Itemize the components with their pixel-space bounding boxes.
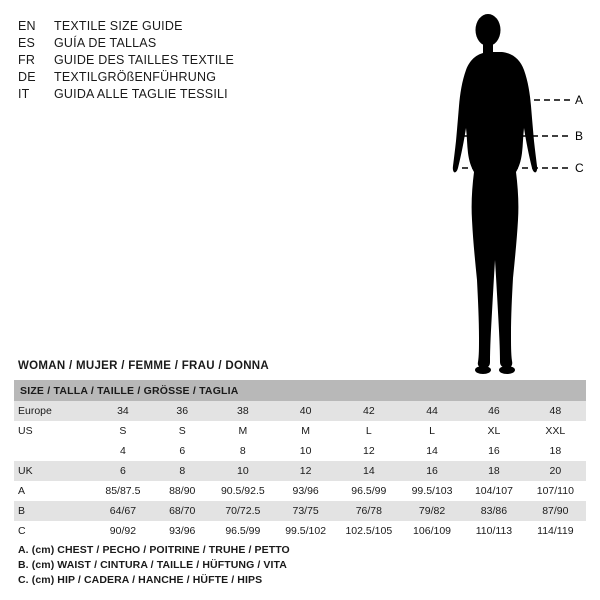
cell: 18: [525, 441, 586, 461]
cell: M: [274, 421, 336, 441]
cell: L: [337, 421, 401, 441]
cell: 20: [525, 461, 586, 481]
cell: 6: [153, 441, 211, 461]
cell: 96.5/99: [211, 521, 274, 541]
cell: 16: [463, 441, 524, 461]
table-header-row: [14, 380, 586, 401]
legend-line-a: A. (cm) CHEST / PECHO / POITRINE / TRUHE / PETTO: [18, 544, 290, 556]
cell: 10: [274, 441, 336, 461]
cell: 110/113: [463, 521, 524, 541]
cell: 83/86: [463, 501, 524, 521]
row-label: B: [14, 501, 93, 521]
cell: 14: [337, 461, 401, 481]
cell: 99.5/102: [274, 521, 336, 541]
cell: 48: [525, 401, 586, 421]
language-code: DE: [18, 70, 36, 84]
table-row: [14, 521, 586, 541]
language-code: FR: [18, 53, 36, 67]
cell: 85/87.5: [93, 481, 154, 501]
cell: 93/96: [153, 521, 211, 541]
language-code: ES: [18, 36, 36, 50]
cell: 10: [211, 461, 274, 481]
cell: 36: [153, 401, 211, 421]
table-row: [14, 401, 586, 421]
cell: 87/90: [525, 501, 586, 521]
language-title: GUÍA DE TALLAS: [54, 36, 157, 50]
table-row: [14, 501, 586, 521]
language-row: [18, 18, 318, 35]
row-label: [14, 441, 93, 461]
cell: L: [401, 421, 463, 441]
row-label: C: [14, 521, 93, 541]
cell: 96.5/99: [337, 481, 401, 501]
cell: M: [211, 421, 274, 441]
cell: 102.5/105: [337, 521, 401, 541]
cell: 12: [274, 461, 336, 481]
language-row: [18, 35, 318, 52]
size-table-container: [14, 380, 586, 541]
cell: 88/90: [153, 481, 211, 501]
female-figure-illustration: [420, 8, 590, 376]
language-code: IT: [18, 87, 30, 101]
cell: 18: [463, 461, 524, 481]
cell: 104/107: [463, 481, 524, 501]
cell: 106/109: [401, 521, 463, 541]
row-label: UK: [14, 461, 93, 481]
cell: 64/67: [93, 501, 154, 521]
measurement-label-a: A: [575, 93, 584, 107]
cell: 107/110: [525, 481, 586, 501]
cell: 8: [153, 461, 211, 481]
row-label: US: [14, 421, 93, 441]
female-silhouette-icon: [453, 14, 537, 374]
cell: 8: [211, 441, 274, 461]
cell: 14: [401, 441, 463, 461]
measurement-label-b: B: [575, 129, 584, 143]
measurement-legend: [18, 543, 578, 588]
language-list: [18, 18, 318, 103]
language-code: EN: [18, 19, 36, 33]
language-row: [18, 69, 318, 86]
table-row: [14, 441, 586, 461]
language-row: [18, 52, 318, 69]
table-row: [14, 421, 586, 441]
cell: 4: [93, 441, 154, 461]
language-title: GUIDA ALLE TAGLIE TESSILI: [54, 87, 228, 101]
cell: 40: [274, 401, 336, 421]
section-title: WOMAN / MUJER / FEMME / FRAU / DONNA: [18, 360, 270, 372]
cell: XXL: [525, 421, 586, 441]
table-row: [14, 461, 586, 481]
cell: 34: [93, 401, 154, 421]
cell: 90/92: [93, 521, 154, 541]
cell: 93/96: [274, 481, 336, 501]
row-label: Europe: [14, 401, 93, 421]
row-label: A: [14, 481, 93, 501]
table-header-label: SIZE / TALLA / TAILLE / GRÖSSE / TAGLIA: [14, 380, 586, 401]
cell: S: [93, 421, 154, 441]
cell: 70/72.5: [211, 501, 274, 521]
language-title: GUIDE DES TAILLES TEXTILE: [54, 53, 235, 67]
cell: 46: [463, 401, 524, 421]
cell: 12: [337, 441, 401, 461]
cell: S: [153, 421, 211, 441]
table-row: [14, 481, 586, 501]
cell: 90.5/92.5: [211, 481, 274, 501]
legend-line-c: C. (cm) HIP / CADERA / HANCHE / HÜFTE / HIPS: [18, 574, 263, 586]
cell: 16: [401, 461, 463, 481]
cell: 114/119: [525, 521, 586, 541]
language-title: TEXTILE SIZE GUIDE: [54, 19, 183, 33]
cell: 79/82: [401, 501, 463, 521]
cell: 42: [337, 401, 401, 421]
cell: 44: [401, 401, 463, 421]
cell: 76/78: [337, 501, 401, 521]
language-row: [18, 86, 318, 103]
cell: XL: [463, 421, 524, 441]
cell: 68/70: [153, 501, 211, 521]
language-title: TEXTILGRÖßENFÜHRUNG: [54, 70, 217, 84]
cell: 38: [211, 401, 274, 421]
cell: 73/75: [274, 501, 336, 521]
cell: 6: [93, 461, 154, 481]
cell: 99.5/103: [401, 481, 463, 501]
legend-line-b: B. (cm) WAIST / CINTURA / TAILLE / HÜFTUNG / VITA: [18, 559, 287, 571]
size-table: [14, 380, 586, 541]
measurement-label-c: C: [575, 161, 584, 175]
